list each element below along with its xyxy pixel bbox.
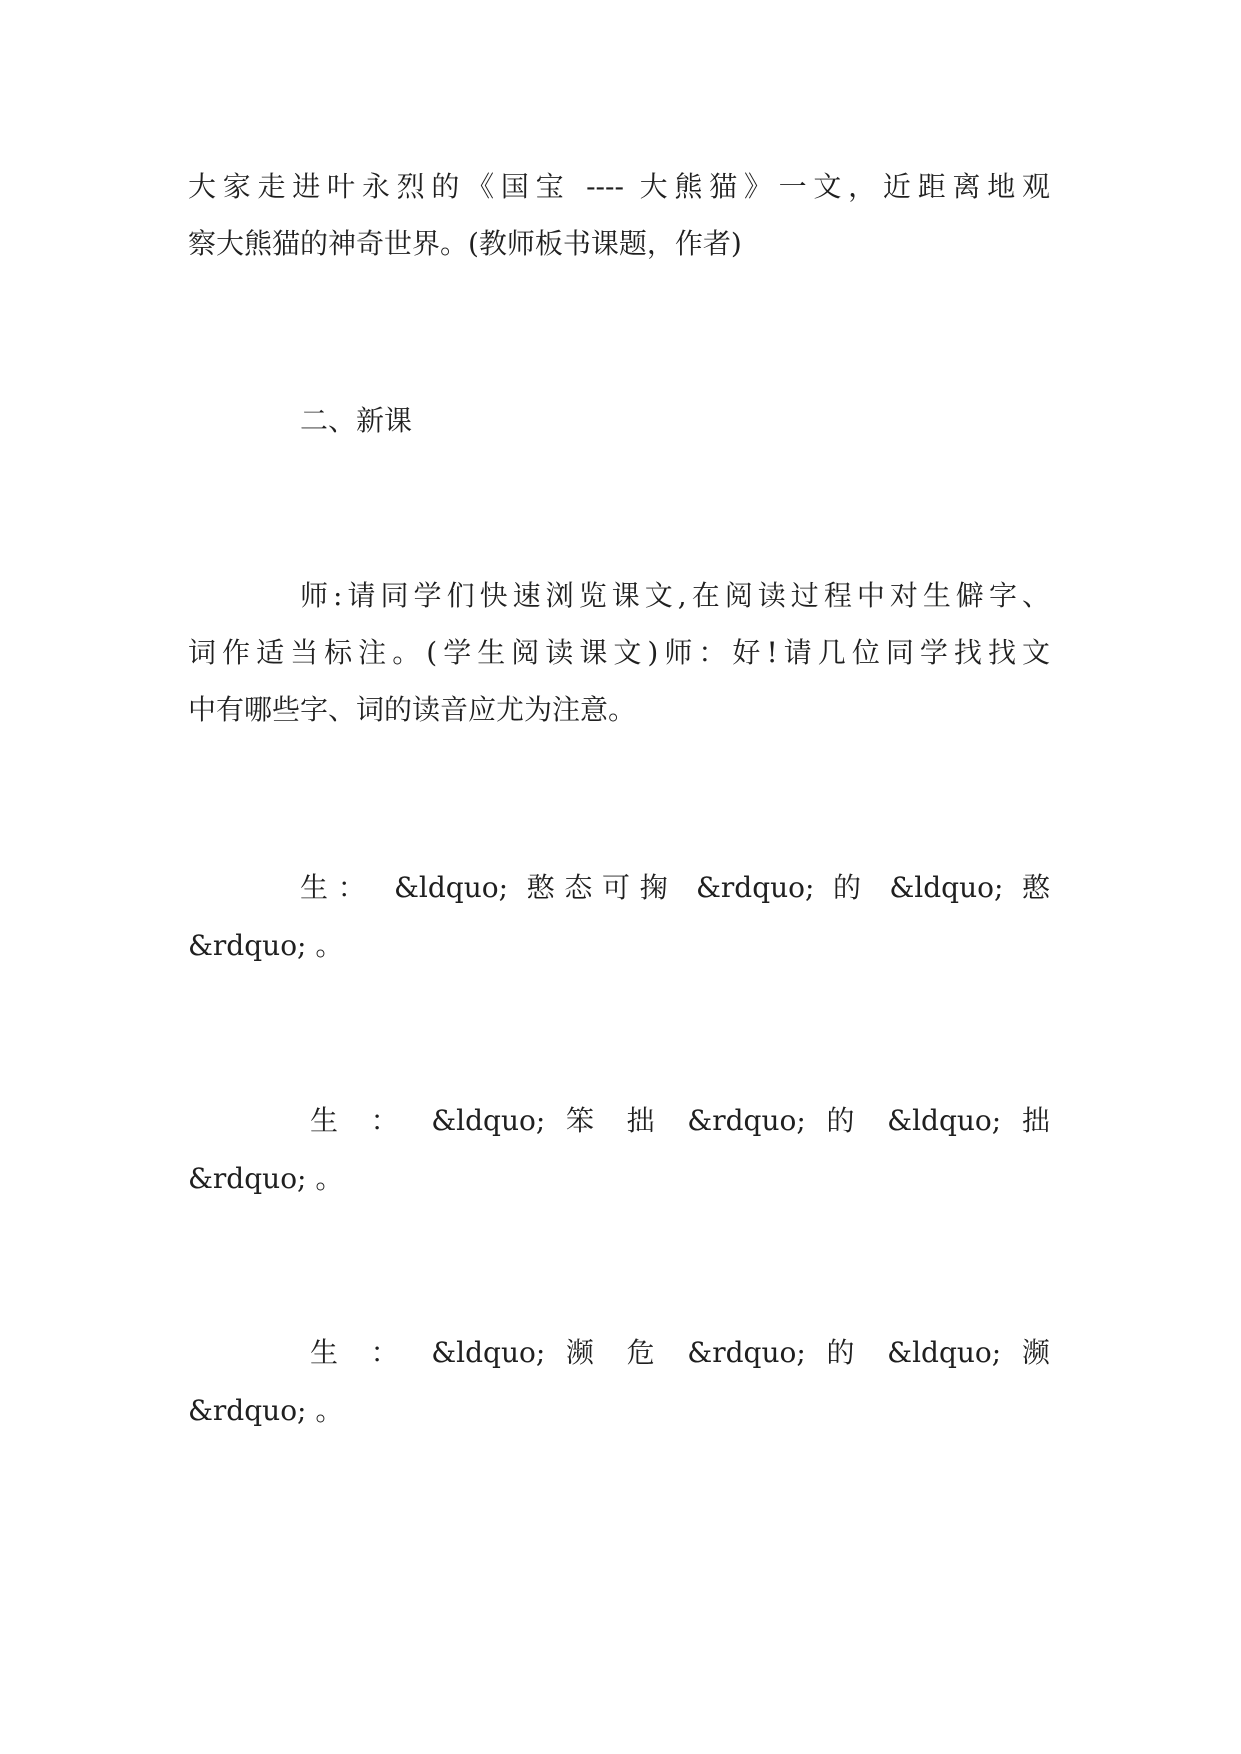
intro-line-2: 察大熊猫的神奇世界。(教师板书课题，作者) bbox=[188, 227, 742, 260]
student-line-2: 生 ： &ldquo; 笨 拙 &rdquo; 的 &ldquo; 拙 bbox=[310, 1104, 1050, 1137]
student-line-2-cont: &rdquo; 。 bbox=[188, 1162, 344, 1195]
teacher-line-2: 词作适当标注。(学生阅读课文)师：好!请几位同学找找文 bbox=[188, 636, 1050, 669]
section-heading: 二、新课 bbox=[300, 404, 413, 437]
student-line-1-cont: &rdquo; 。 bbox=[188, 929, 344, 962]
student-line-3: 生 ： &ldquo; 濒 危 &rdquo; 的 &ldquo; 濒 bbox=[310, 1336, 1050, 1369]
student-line-3-cont: &rdquo; 。 bbox=[188, 1394, 344, 1427]
teacher-line-3: 中有哪些字、词的读音应尤为注意。 bbox=[188, 693, 637, 726]
intro-line-1: 大家走进叶永烈的《国宝 ---- 大熊猫》一文，近距离地观 bbox=[188, 170, 1050, 203]
student-line-1: 生： &ldquo; 憨态可掬 &rdquo; 的 &ldquo; 憨 bbox=[300, 871, 1050, 904]
teacher-line-1: 师:请同学们快速浏览课文,在阅读过程中对生僻字、 bbox=[300, 579, 1050, 612]
